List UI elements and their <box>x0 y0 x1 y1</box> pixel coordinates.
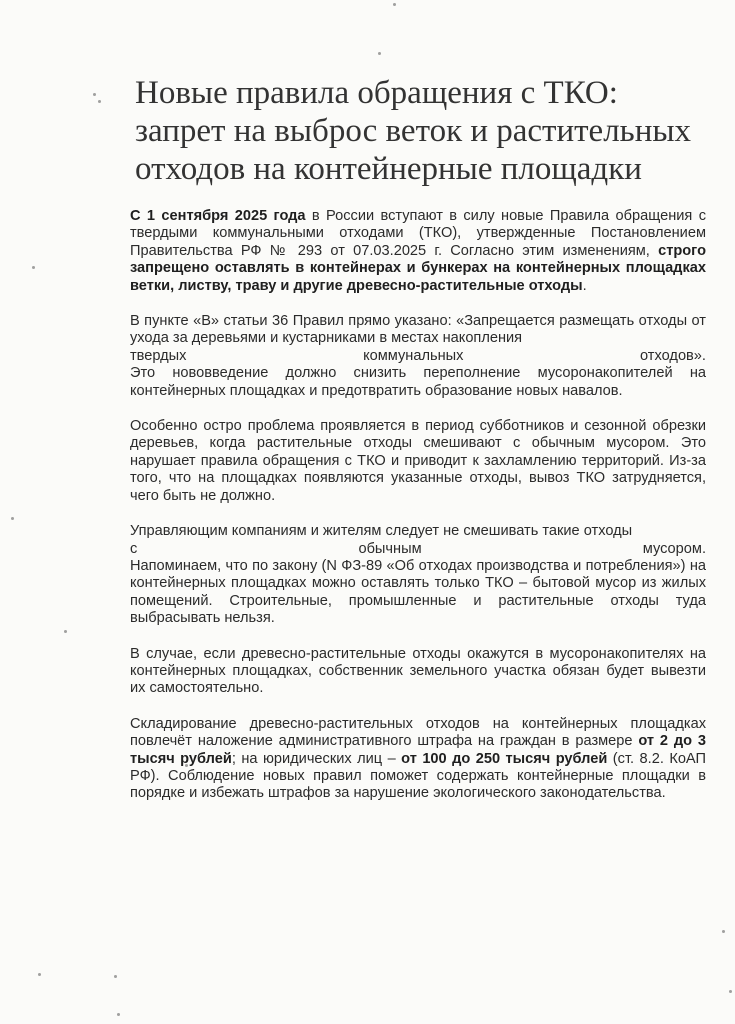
paragraph-text: в России вступают в силу новые Правила обращения с твердыми коммунальными отходами (ТКО), утвержденные Постановлением Правительства РФ № 293 от 07.03.2025 г. Согласно этим изменениям, <box>130 208 706 259</box>
paragraph-text: . <box>582 277 587 294</box>
paragraph-effective-date <box>130 208 706 295</box>
paragraph-text: ; на юридических лиц – <box>231 750 402 767</box>
paragraph-article-36 <box>130 313 706 400</box>
spread-word: твердых <box>130 347 187 364</box>
scan-speck <box>98 100 101 103</box>
scan-speck <box>393 3 396 6</box>
paragraph-text: Управляющим компаниям и жителям следует не смешивать такие отходы <box>130 523 633 540</box>
scan-speck <box>38 973 41 976</box>
spread-word: мусором. <box>642 540 706 557</box>
paragraph-text: Складирование древесно-растительных отходов на контейнерных площадках повлечёт наложение административного штрафа на граждан в размере <box>130 715 706 750</box>
paragraph-text: (ст. 8.2. КоАП РФ). Соблюдение новых правил поможет содержать контейнерные площадки в порядке и избежать штрафов за нарушение экологического законодательства. <box>130 750 706 802</box>
bold-fine-citizens: от 2 до 3 тысяч рублей <box>130 733 706 767</box>
bold-fine-legal-entities: от 100 до 250 тысяч рублей <box>401 750 608 767</box>
paragraph-problem <box>130 418 706 505</box>
spread-word: с <box>130 540 138 557</box>
paragraph-text: В пункте «В» статьи 36 Правил прямо указано: «Запрещается размещать отходы от ухода за деревьями и кустарниками в местах накопления <box>130 313 706 347</box>
title-line-2: запрет на выброс веток и растительных <box>135 113 692 149</box>
paragraph-fines <box>130 716 706 803</box>
scan-speck <box>729 990 732 993</box>
spread-word: обычным <box>358 540 422 557</box>
spread-word: коммунальных <box>363 347 464 364</box>
paragraph-owner-duty <box>130 646 706 698</box>
title-line-1: Новые правила обращения с ТКО: <box>135 75 618 111</box>
spread-word: отходов». <box>640 347 706 364</box>
paragraph-text: В случае, если древесно-растительные отходы окажутся в мусоронакопителях на контейнерных площадках, собственник земельного участка обязан будет вывезти их самостоятельно. <box>130 645 706 697</box>
scan-speck <box>722 930 725 933</box>
spread-line <box>130 348 706 365</box>
paragraph-text: Особенно остро проблема проявляется в период субботников и сезонной обрезки деревьев, когда растительные отходы смешивают с обычным мусором. Это нарушает правила обращения с ТКО и приводит к захламлению территорий. Из-за того, что на площадках появляются указанные отходы, вывоз ТКО затрудняется, чего быть не должно. <box>130 418 706 504</box>
scan-speck <box>378 52 381 55</box>
scan-speck <box>32 266 35 269</box>
document-body <box>130 208 706 821</box>
title-line-3: отходов на контейнерные площадки <box>135 151 642 187</box>
spread-line <box>130 541 706 558</box>
paragraph-text: Напоминаем, что по закону (N ФЗ-89 «Об отходах производства и потребления») на контейнерных площадках можно оставлять только ТКО – бытовой мусор из жилых помещений. Строительные, промышленные и растительные отходы туда выбрасывать нельзя. <box>130 557 706 627</box>
paragraph-recommendation <box>130 523 706 627</box>
bold-prohibition: строго запрещено оставлять в контейнерах и бункерах на контейнерных площадках ветки, листву, траву и другие древесно-растительные отходы <box>130 242 706 294</box>
bold-date: С 1 сентября 2025 года <box>130 208 306 224</box>
paragraph-text: Это нововведение должно снизить переполнение мусоронакопителей на контейнерных площадках и предотвратить образование новых навалов. <box>130 365 706 399</box>
scan-speck <box>11 517 14 520</box>
scan-speck <box>117 1013 120 1016</box>
scan-speck <box>64 630 67 633</box>
scan-speck <box>93 93 96 96</box>
scan-speck <box>114 975 117 978</box>
document-title <box>135 74 715 188</box>
